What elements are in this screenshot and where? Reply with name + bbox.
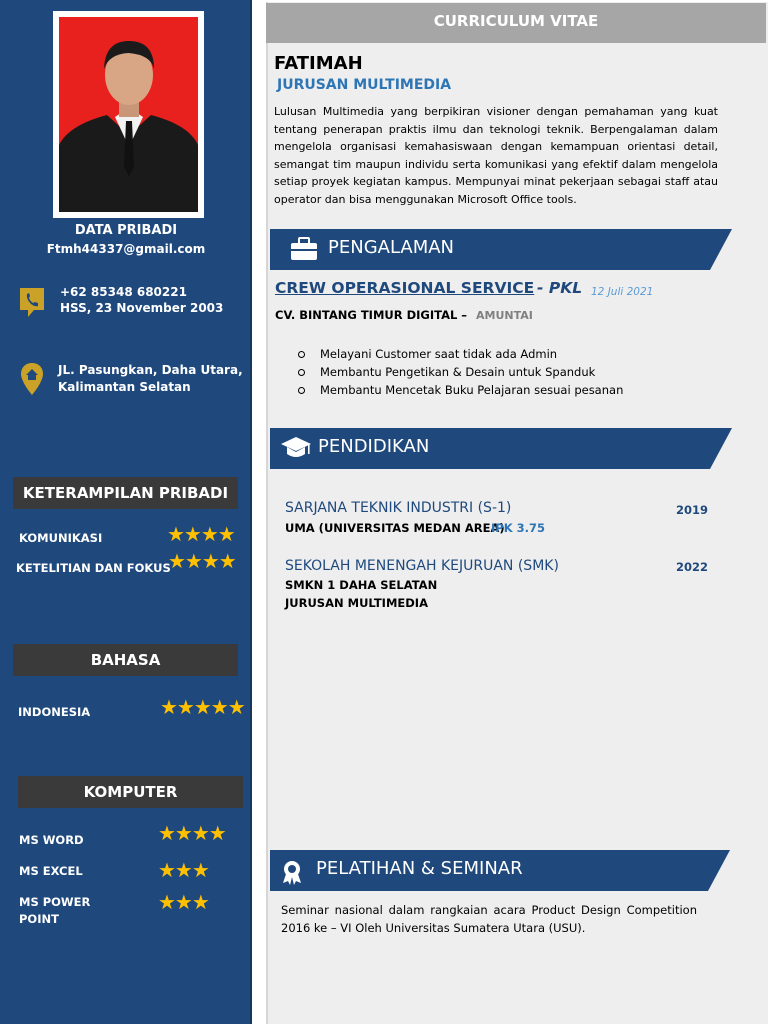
address-line1: JL. Pasungkan, Daha Utara, [58, 363, 243, 377]
job-title: CREW OPERASIONAL SERVICE [275, 279, 535, 297]
skill-rating-stars: ★★★★ [167, 522, 235, 546]
skill-label: KOMUNIKASI [19, 531, 103, 545]
education-year: 2019 [676, 503, 709, 517]
phone-text: +62 85348 680221 [60, 285, 187, 299]
computer-rating-stars: ★★★ [158, 858, 209, 882]
computer-skill-label: MS WORD [19, 833, 84, 847]
page-title: CURRICULUM VITAE [266, 3, 766, 43]
duty-list [296, 345, 623, 399]
computer-skill-label: MS POWER [19, 895, 91, 909]
education-title: PENDIDIKAN [318, 436, 430, 457]
experience-title: PENGALAMAN [328, 237, 455, 258]
skill-label: KETELITIAN DAN FOKUS [16, 561, 171, 575]
personal-data-title: DATA PRIBADI [74, 223, 178, 238]
language-rating-stars: ★★★★★ [160, 695, 245, 719]
training-text: Seminar nasional dalam rangkaian acara Product Design Competition 2016 ke – VI Oleh Universitas Sumatera Utara (USU). [281, 903, 697, 935]
profile-summary: Lulusan Multimedia yang berpikiran visioner dengan pemahaman yang kuat tentang penerapan praktis ilmu dan teknologi teknik. Berpengalaman dalam mengelola organisasi kemahasiswaan dengan kemampuan orientasi detail, semangat tim maupun individu serta komunikasi yang efektif dalam mengelola setiap proyek kegiatan kampus. Mempunyai minat pekerjaan sebagai staff atau operator dan bisa menggunakan Microsoft Office tools. [274, 105, 718, 206]
skill-rating-stars: ★★★★ [168, 549, 236, 573]
education-gpa: IPK 3.75 [491, 521, 545, 535]
profile-photo [59, 17, 198, 212]
skills-title: KETERAMPILAN PRIBADI [13, 477, 238, 509]
profile-photo-frame [53, 11, 204, 218]
email-text: Ftmh44337@gmail.com [46, 242, 206, 256]
job-date: 12 Juli 2021 [591, 286, 654, 298]
training-banner [270, 850, 730, 891]
computer-rating-stars: ★★★★ [158, 821, 226, 845]
duty-item: Melayani Customer saat tidak ada Admin [296, 345, 623, 363]
job-company: CV. BINTANG TIMUR DIGITAL – [275, 308, 468, 322]
address-line2: Kalimantan Selatan [58, 380, 191, 394]
job-location: AMUNTAI [476, 309, 533, 322]
education-program: JURUSAN MULTIMEDIA [285, 596, 428, 610]
education-banner [270, 428, 732, 469]
job-type: - PKL [537, 279, 583, 297]
duty-item: Membantu Pengetikan & Desain untuk Spanduk [296, 363, 623, 381]
computer-rating-stars: ★★★ [158, 890, 209, 914]
education-degree: SEKOLAH MENENGAH KEJURUAN (SMK) [285, 558, 559, 574]
home-location-icon [20, 362, 44, 400]
birth-text: HSS, 23 November 2003 [60, 301, 224, 315]
profile-major: JURUSAN MULTIMEDIA [277, 77, 452, 93]
computer-title: KOMPUTER [18, 776, 243, 808]
training-title: PELATIHAN & SEMINAR [316, 858, 523, 879]
education-school: SMKN 1 DAHA SELATAN [285, 578, 438, 592]
education-degree: SARJANA TEKNIK INDUSTRI (S-1) [285, 500, 512, 516]
experience-banner [270, 229, 732, 270]
language-title: BAHASA [13, 644, 238, 676]
phone-icon [18, 286, 46, 322]
profile-name: FATIMAH [274, 53, 363, 74]
education-year: 2022 [676, 560, 709, 574]
computer-skill-label: MS EXCEL [19, 864, 83, 878]
computer-skill-label: POINT [19, 912, 59, 926]
duty-item: Membantu Mencetak Buku Pelajaran sesuai pesanan [296, 381, 623, 399]
education-school: UMA (UNIVERSITAS MEDAN AREA) [285, 521, 505, 535]
language-label: INDONESIA [18, 705, 91, 719]
